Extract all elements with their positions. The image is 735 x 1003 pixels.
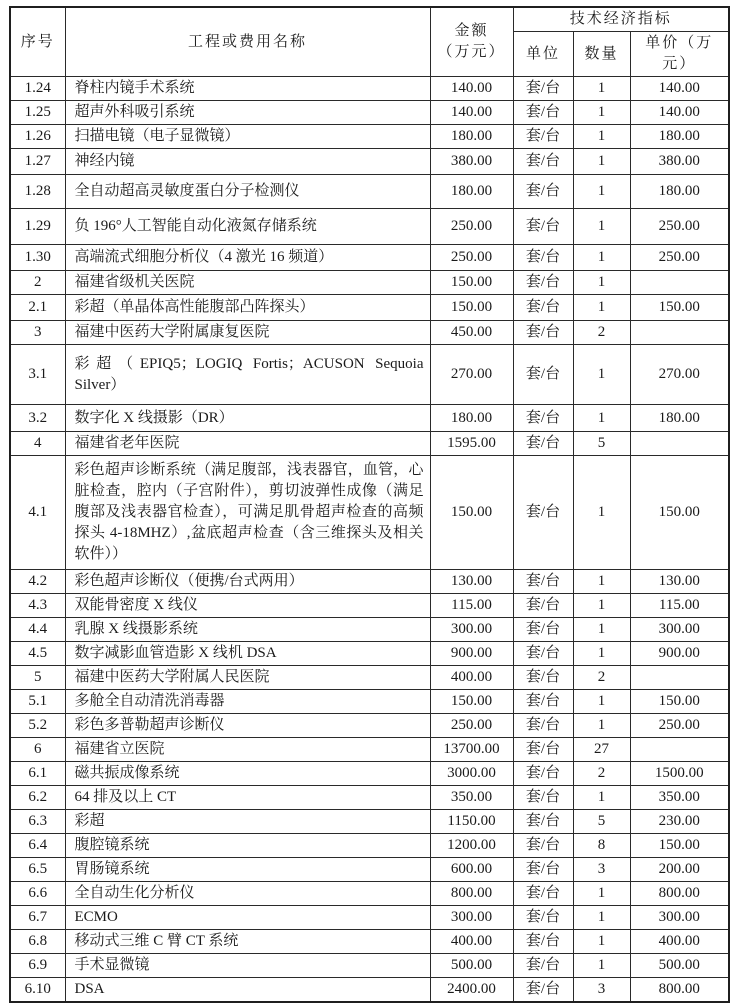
cell-quantity: 1 [573, 175, 630, 209]
cell-name: 胃肠镜系统 [65, 858, 430, 882]
cell-unit: 套/台 [513, 245, 573, 271]
cell-amount: 800.00 [430, 882, 513, 906]
cell-serial: 6.1 [10, 762, 65, 786]
table-row [10, 321, 729, 345]
cell-serial: 1.24 [10, 77, 65, 101]
cell-name: 福建省老年医院 [65, 432, 430, 456]
cell-name: 彩超（单晶体高性能腹部凸阵探头） [65, 295, 430, 321]
cell-unit: 套/台 [513, 762, 573, 786]
cell-quantity: 2 [573, 666, 630, 690]
cell-unit-price [630, 666, 729, 690]
cell-unit: 套/台 [513, 786, 573, 810]
cell-unit: 套/台 [513, 77, 573, 101]
header-unit: 单位 [513, 32, 573, 77]
cell-serial: 6.10 [10, 978, 65, 1003]
cell-amount: 150.00 [430, 456, 513, 570]
header-amount-line1: 金额 [454, 23, 489, 39]
cell-amount: 3000.00 [430, 762, 513, 786]
table-row [10, 642, 729, 666]
cell-serial: 4.5 [10, 642, 65, 666]
cell-unit-price: 250.00 [630, 209, 729, 245]
cell-name: 彩色超声诊断仪（便携/台式两用） [65, 570, 430, 594]
table-row [10, 666, 729, 690]
cell-unit: 套/台 [513, 882, 573, 906]
cell-quantity: 1 [573, 101, 630, 125]
cell-quantity: 1 [573, 906, 630, 930]
cell-unit: 套/台 [513, 858, 573, 882]
cell-amount: 115.00 [430, 594, 513, 618]
cell-unit: 套/台 [513, 125, 573, 149]
cell-unit-price: 300.00 [630, 618, 729, 642]
cell-name: 多舱全自动清洗消毒器 [65, 690, 430, 714]
cell-name: 腹腔镜系统 [65, 834, 430, 858]
cell-amount: 180.00 [430, 175, 513, 209]
table-row [10, 209, 729, 245]
cell-unit-price: 200.00 [630, 858, 729, 882]
table-row [10, 295, 729, 321]
cell-name: 全自动生化分析仪 [65, 882, 430, 906]
cell-name: 移动式三维 C 臂 CT 系统 [65, 930, 430, 954]
cell-amount: 150.00 [430, 690, 513, 714]
cell-unit-price: 350.00 [630, 786, 729, 810]
cost-table [9, 6, 730, 1003]
cell-unit-price: 140.00 [630, 77, 729, 101]
table-row [10, 906, 729, 930]
cell-serial: 4.2 [10, 570, 65, 594]
cell-unit-price: 150.00 [630, 456, 729, 570]
cell-name: 彩超 [65, 810, 430, 834]
cell-name: 高端流式细胞分析仪（4 激光 16 频道） [65, 245, 430, 271]
cell-quantity: 3 [573, 978, 630, 1003]
cell-amount: 300.00 [430, 906, 513, 930]
cell-unit: 套/台 [513, 690, 573, 714]
cell-unit: 套/台 [513, 271, 573, 295]
cell-name: 乳腺 X 线摄影系统 [65, 618, 430, 642]
cell-unit-price [630, 738, 729, 762]
header-name: 工程或费用名称 [65, 7, 430, 77]
header-amount-line2: （万元） [437, 44, 506, 60]
cell-serial: 4.1 [10, 456, 65, 570]
header-tech-indicators: 技术经济指标 [513, 7, 729, 32]
cell-amount: 140.00 [430, 101, 513, 125]
cell-unit-price: 180.00 [630, 405, 729, 432]
cell-name: 双能骨密度 X 线仪 [65, 594, 430, 618]
cell-unit: 套/台 [513, 432, 573, 456]
cell-unit: 套/台 [513, 930, 573, 954]
cell-name: DSA [65, 978, 430, 1003]
table-row [10, 786, 729, 810]
cell-serial: 1.30 [10, 245, 65, 271]
cell-unit-price: 250.00 [630, 245, 729, 271]
cell-unit-price: 140.00 [630, 101, 729, 125]
cell-amount: 1200.00 [430, 834, 513, 858]
cell-amount: 400.00 [430, 666, 513, 690]
cell-unit: 套/台 [513, 906, 573, 930]
cell-unit: 套/台 [513, 295, 573, 321]
cell-amount: 1150.00 [430, 810, 513, 834]
cell-quantity: 5 [573, 810, 630, 834]
cell-quantity: 1 [573, 295, 630, 321]
table-header [10, 7, 729, 77]
cell-serial: 1.28 [10, 175, 65, 209]
cell-unit-price: 380.00 [630, 149, 729, 175]
cell-name: 负 196°人工智能自动化液氮存储系统 [65, 209, 430, 245]
header-amount [430, 7, 513, 77]
cell-serial: 6.5 [10, 858, 65, 882]
cell-unit-price: 130.00 [630, 570, 729, 594]
cell-amount: 300.00 [430, 618, 513, 642]
cell-amount: 180.00 [430, 125, 513, 149]
cell-amount: 250.00 [430, 209, 513, 245]
cell-name: 数字减影血管造影 X 线机 DSA [65, 642, 430, 666]
cell-serial: 6.4 [10, 834, 65, 858]
cell-quantity: 1 [573, 345, 630, 405]
cell-quantity: 1 [573, 690, 630, 714]
table-row [10, 882, 729, 906]
cell-serial: 1.25 [10, 101, 65, 125]
cell-unit-price: 115.00 [630, 594, 729, 618]
cell-quantity: 1 [573, 786, 630, 810]
cell-amount: 150.00 [430, 271, 513, 295]
cell-amount: 600.00 [430, 858, 513, 882]
cell-unit: 套/台 [513, 810, 573, 834]
cell-unit: 套/台 [513, 714, 573, 738]
cell-amount: 900.00 [430, 642, 513, 666]
cell-unit-price: 150.00 [630, 834, 729, 858]
cell-quantity: 1 [573, 456, 630, 570]
table-row [10, 858, 729, 882]
cell-quantity: 1 [573, 209, 630, 245]
cell-serial: 3 [10, 321, 65, 345]
cell-name: 超声外科吸引系统 [65, 101, 430, 125]
cell-serial: 3.2 [10, 405, 65, 432]
cell-unit-price [630, 432, 729, 456]
cell-serial: 1.27 [10, 149, 65, 175]
header-quantity: 数量 [573, 32, 630, 77]
cell-unit-price: 400.00 [630, 930, 729, 954]
table-row [10, 954, 729, 978]
cell-name: 福建省立医院 [65, 738, 430, 762]
cell-serial: 4.4 [10, 618, 65, 642]
cell-quantity: 1 [573, 405, 630, 432]
cell-unit: 套/台 [513, 570, 573, 594]
cell-name: ECMO [65, 906, 430, 930]
cell-unit-price: 180.00 [630, 175, 729, 209]
cell-serial: 4 [10, 432, 65, 456]
cell-amount: 500.00 [430, 954, 513, 978]
cell-amount: 130.00 [430, 570, 513, 594]
cell-quantity: 1 [573, 642, 630, 666]
cell-name: 手术显微镜 [65, 954, 430, 978]
cell-amount: 350.00 [430, 786, 513, 810]
cell-serial: 6 [10, 738, 65, 762]
cell-serial: 6.9 [10, 954, 65, 978]
table-row [10, 810, 729, 834]
cell-unit: 套/台 [513, 738, 573, 762]
cell-amount: 270.00 [430, 345, 513, 405]
table-row [10, 271, 729, 295]
cell-quantity: 1 [573, 149, 630, 175]
cell-quantity: 1 [573, 618, 630, 642]
table-row [10, 570, 729, 594]
cell-unit-price: 180.00 [630, 125, 729, 149]
cell-unit-price [630, 321, 729, 345]
cell-amount: 140.00 [430, 77, 513, 101]
cell-name: 64 排及以上 CT [65, 786, 430, 810]
cell-name: 神经内镜 [65, 149, 430, 175]
cell-serial: 3.1 [10, 345, 65, 405]
cell-unit: 套/台 [513, 594, 573, 618]
cell-amount: 1595.00 [430, 432, 513, 456]
cell-amount: 250.00 [430, 714, 513, 738]
cell-unit-price: 900.00 [630, 642, 729, 666]
cell-quantity: 1 [573, 245, 630, 271]
cell-unit-price: 230.00 [630, 810, 729, 834]
cell-unit-price: 150.00 [630, 690, 729, 714]
cell-name: 福建中医药大学附属人民医院 [65, 666, 430, 690]
table-row [10, 618, 729, 642]
table-row [10, 690, 729, 714]
cell-serial: 2 [10, 271, 65, 295]
table-row [10, 714, 729, 738]
cell-amount: 150.00 [430, 295, 513, 321]
cell-serial: 6.8 [10, 930, 65, 954]
cell-unit: 套/台 [513, 101, 573, 125]
cell-unit-price: 250.00 [630, 714, 729, 738]
cell-unit-price [630, 271, 729, 295]
table-row [10, 245, 729, 271]
table-row [10, 175, 729, 209]
table-row [10, 432, 729, 456]
cell-quantity: 1 [573, 714, 630, 738]
cell-amount: 450.00 [430, 321, 513, 345]
cell-unit: 套/台 [513, 456, 573, 570]
cell-unit-price: 500.00 [630, 954, 729, 978]
table-row [10, 834, 729, 858]
cell-name: 彩超（EPIQ5；LOGIQ Fortis；ACUSON Sequoia Silver） [65, 345, 430, 405]
cell-name: 数字化 X 线摄影（DR） [65, 405, 430, 432]
cell-quantity: 3 [573, 858, 630, 882]
cell-unit: 套/台 [513, 175, 573, 209]
table-row [10, 345, 729, 405]
cell-quantity: 1 [573, 77, 630, 101]
cell-quantity: 5 [573, 432, 630, 456]
table-row [10, 762, 729, 786]
cell-unit: 套/台 [513, 618, 573, 642]
cell-amount: 400.00 [430, 930, 513, 954]
cell-unit-price: 800.00 [630, 978, 729, 1003]
cell-quantity: 1 [573, 271, 630, 295]
cell-unit: 套/台 [513, 345, 573, 405]
cell-serial: 5.2 [10, 714, 65, 738]
cell-serial: 1.26 [10, 125, 65, 149]
cell-quantity: 2 [573, 762, 630, 786]
cell-amount: 180.00 [430, 405, 513, 432]
header-row-1 [10, 7, 729, 32]
cell-unit: 套/台 [513, 405, 573, 432]
cell-unit: 套/台 [513, 954, 573, 978]
cell-unit-price: 300.00 [630, 906, 729, 930]
table-row [10, 77, 729, 101]
table-body [10, 77, 729, 1003]
cell-quantity: 1 [573, 594, 630, 618]
cell-unit: 套/台 [513, 666, 573, 690]
cell-unit-price: 1500.00 [630, 762, 729, 786]
cell-name: 磁共振成像系统 [65, 762, 430, 786]
cell-name: 彩色多普勒超声诊断仪 [65, 714, 430, 738]
cell-serial: 6.6 [10, 882, 65, 906]
table-row [10, 125, 729, 149]
cell-serial: 5.1 [10, 690, 65, 714]
table-row [10, 101, 729, 125]
cell-quantity: 1 [573, 570, 630, 594]
table-row [10, 594, 729, 618]
cell-name: 脊柱内镜手术系统 [65, 77, 430, 101]
cell-unit-price: 800.00 [630, 882, 729, 906]
cell-serial: 6.2 [10, 786, 65, 810]
cell-quantity: 1 [573, 125, 630, 149]
header-serial: 序号 [10, 7, 65, 77]
cell-unit: 套/台 [513, 321, 573, 345]
cell-serial: 6.7 [10, 906, 65, 930]
cell-unit: 套/台 [513, 209, 573, 245]
cell-serial: 2.1 [10, 295, 65, 321]
cell-name: 福建省级机关医院 [65, 271, 430, 295]
cell-quantity: 1 [573, 954, 630, 978]
table-row [10, 978, 729, 1003]
cell-quantity: 27 [573, 738, 630, 762]
cell-name: 扫描电镜（电子显微镜） [65, 125, 430, 149]
cell-unit: 套/台 [513, 978, 573, 1003]
cell-unit-price: 270.00 [630, 345, 729, 405]
table-row [10, 405, 729, 432]
cell-unit: 套/台 [513, 834, 573, 858]
cell-unit: 套/台 [513, 642, 573, 666]
table-row [10, 149, 729, 175]
cell-quantity: 1 [573, 882, 630, 906]
cell-unit-price: 150.00 [630, 295, 729, 321]
cell-name: 彩色超声诊断系统（满足腹部，浅表器官，血管，心脏检查，腔内（子宫附件），剪切波弹性成像（满足腹部及浅表器官检查），可满足肌骨超声检查的高频探头 4-18MHZ）,盆底超声检查（含三维探头及相关软件）） [65, 456, 430, 570]
table-row [10, 930, 729, 954]
cell-name: 福建中医药大学附属康复医院 [65, 321, 430, 345]
cell-quantity: 8 [573, 834, 630, 858]
cell-serial: 1.29 [10, 209, 65, 245]
header-unit-price: 单价（万元） [630, 32, 729, 77]
cell-serial: 5 [10, 666, 65, 690]
cell-quantity: 1 [573, 930, 630, 954]
cell-unit: 套/台 [513, 149, 573, 175]
table-row [10, 456, 729, 570]
cell-amount: 250.00 [430, 245, 513, 271]
cell-name: 全自动超高灵敏度蛋白分子检测仪 [65, 175, 430, 209]
cell-serial: 6.3 [10, 810, 65, 834]
cell-amount: 13700.00 [430, 738, 513, 762]
cell-amount: 380.00 [430, 149, 513, 175]
table-row [10, 738, 729, 762]
cell-quantity: 2 [573, 321, 630, 345]
cell-serial: 4.3 [10, 594, 65, 618]
cell-amount: 2400.00 [430, 978, 513, 1003]
